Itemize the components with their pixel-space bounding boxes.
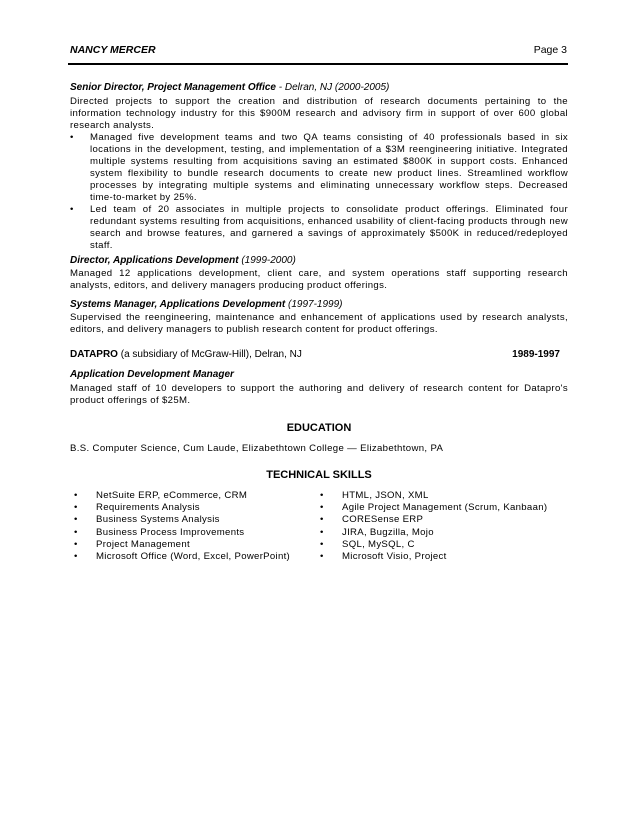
bullet-marker: •	[320, 514, 324, 526]
list-item	[74, 514, 304, 526]
company-dates: 1989-1997	[512, 349, 560, 360]
skill-text: Business Systems Analysis	[96, 514, 220, 526]
list-item	[320, 490, 570, 502]
skill-text: Business Process Improvements	[96, 526, 245, 538]
job-title-text: Systems Manager, Applications Development	[70, 299, 286, 310]
education-heading: EDUCATION	[286, 422, 352, 434]
skill-text: Requirements Analysis	[96, 502, 200, 514]
job-title-text: Application Development Manager	[70, 369, 234, 380]
bullet-marker: •	[74, 538, 78, 550]
skill-text: CORESense ERP	[342, 514, 424, 526]
company-info	[70, 349, 302, 360]
skills-heading: TECHNICAL SKILLS	[266, 469, 372, 481]
list-item	[320, 514, 570, 526]
job-summary-senior-director: Directed projects to support the creation and distribution of research documents pertaining to the information technology industry for this $900M research and advisory firm in support of over 600 global research analysts.	[70, 96, 568, 131]
job-title-systems-manager	[70, 299, 343, 310]
skill-text: Microsoft Visio, Project	[342, 551, 447, 563]
header-divider	[68, 63, 568, 65]
bullet-marker: •	[320, 551, 324, 563]
skill-text: JIRA, Bugzilla, Mojo	[342, 526, 434, 538]
bullet-text: Led team of 20 associates in multiple projects to consolidate product offerings. Eliminated four redundant systems resulting from acquisitions, enhanced usability of client-facing products through new search and browse features, and garnered a savings of approximately $500K in reduced/redeployed staff.	[90, 204, 568, 251]
list-item	[74, 502, 304, 514]
bullet-marker: •	[320, 538, 324, 550]
list-item	[320, 502, 570, 514]
list-item	[74, 551, 304, 563]
job-summary-app-dev-manager: Managed staff of 10 developers to support the authoring and delivery of research content for Datapro's product offerings of $25M.	[70, 383, 568, 406]
bullet-text: Managed five development teams and two QA teams consisting of 40 professionals based in six locations in the development, testing, and implementation of a $3M reengineering initiative. Integrated multiple systems resulting from acquisitions saving an estimated $800K in support costs. Enhanced system flexibility to bundle research documents to create new product lines. Streamlined workflow processes by integrating multiple systems and eliminating unnecessary workflow steps. Decreased time-to-market by 25%.	[90, 132, 568, 203]
bullet-marker: •	[70, 132, 74, 143]
bullet-list-senior-director	[70, 132, 568, 252]
bullet-marker: •	[74, 502, 78, 514]
job-dates: (1999-2000)	[238, 255, 296, 266]
skill-text: Project Management	[96, 538, 190, 550]
bullet-marker: •	[70, 204, 74, 215]
list-item	[74, 490, 304, 502]
company-row-datapro	[70, 349, 560, 360]
bullet-marker: •	[74, 490, 78, 501]
bullet-marker: •	[74, 551, 78, 563]
list-item	[74, 527, 304, 539]
job-dates: (1997-1999)	[285, 299, 343, 310]
list-item	[70, 204, 568, 252]
job-summary-systems-manager: Supervised the reengineering, maintenance and enhancement of applications used by research analysts, editors, and delivery managers to publish research content for product offerings.	[70, 312, 568, 335]
skills-list-right	[320, 490, 570, 563]
job-summary-director: Managed 12 applications development, client care, and system operations staff supporting research analysts, editors, and delivery managers producing product offerings.	[70, 268, 568, 291]
list-item	[320, 527, 570, 539]
bullet-marker: •	[320, 502, 324, 514]
skill-text: NetSuite ERP, eCommerce, CRM	[96, 490, 248, 501]
job-title-app-dev-manager	[70, 369, 234, 380]
skill-text: Agile Project Management (Scrum, Kanbaan)	[342, 502, 548, 514]
job-title-senior-director	[70, 82, 389, 93]
bullet-marker: •	[74, 514, 78, 526]
list-item	[74, 539, 304, 551]
skill-text: Microsoft Office (Word, Excel, PowerPoint)	[96, 551, 291, 563]
candidate-name: NANCY MERCER	[70, 44, 156, 56]
bullet-marker: •	[320, 490, 324, 501]
list-item	[320, 551, 570, 563]
job-title-director	[70, 255, 296, 266]
company-name: DATAPRO	[70, 349, 118, 360]
page-header	[70, 44, 567, 56]
job-title-text: Senior Director, Project Management Office	[70, 82, 276, 93]
bullet-marker: •	[74, 526, 78, 538]
skill-text: SQL, MySQL, C	[342, 538, 415, 550]
company-detail: (a subsidiary of McGraw-Hill), Delran, NJ	[117, 349, 302, 360]
bullet-marker: •	[320, 526, 324, 538]
job-location-dates: - Delran, NJ (2000-2005)	[276, 82, 390, 93]
skill-text: HTML, JSON, XML	[342, 490, 429, 501]
page-number: Page 3	[533, 44, 567, 56]
list-item	[320, 539, 570, 551]
education-entry: B.S. Computer Science, Cum Laude, Elizabethtown College — Elizabethtown, PA	[70, 443, 444, 454]
job-title-text: Director, Applications Development	[70, 255, 239, 266]
skills-list-left	[74, 490, 304, 563]
list-item	[70, 132, 568, 204]
